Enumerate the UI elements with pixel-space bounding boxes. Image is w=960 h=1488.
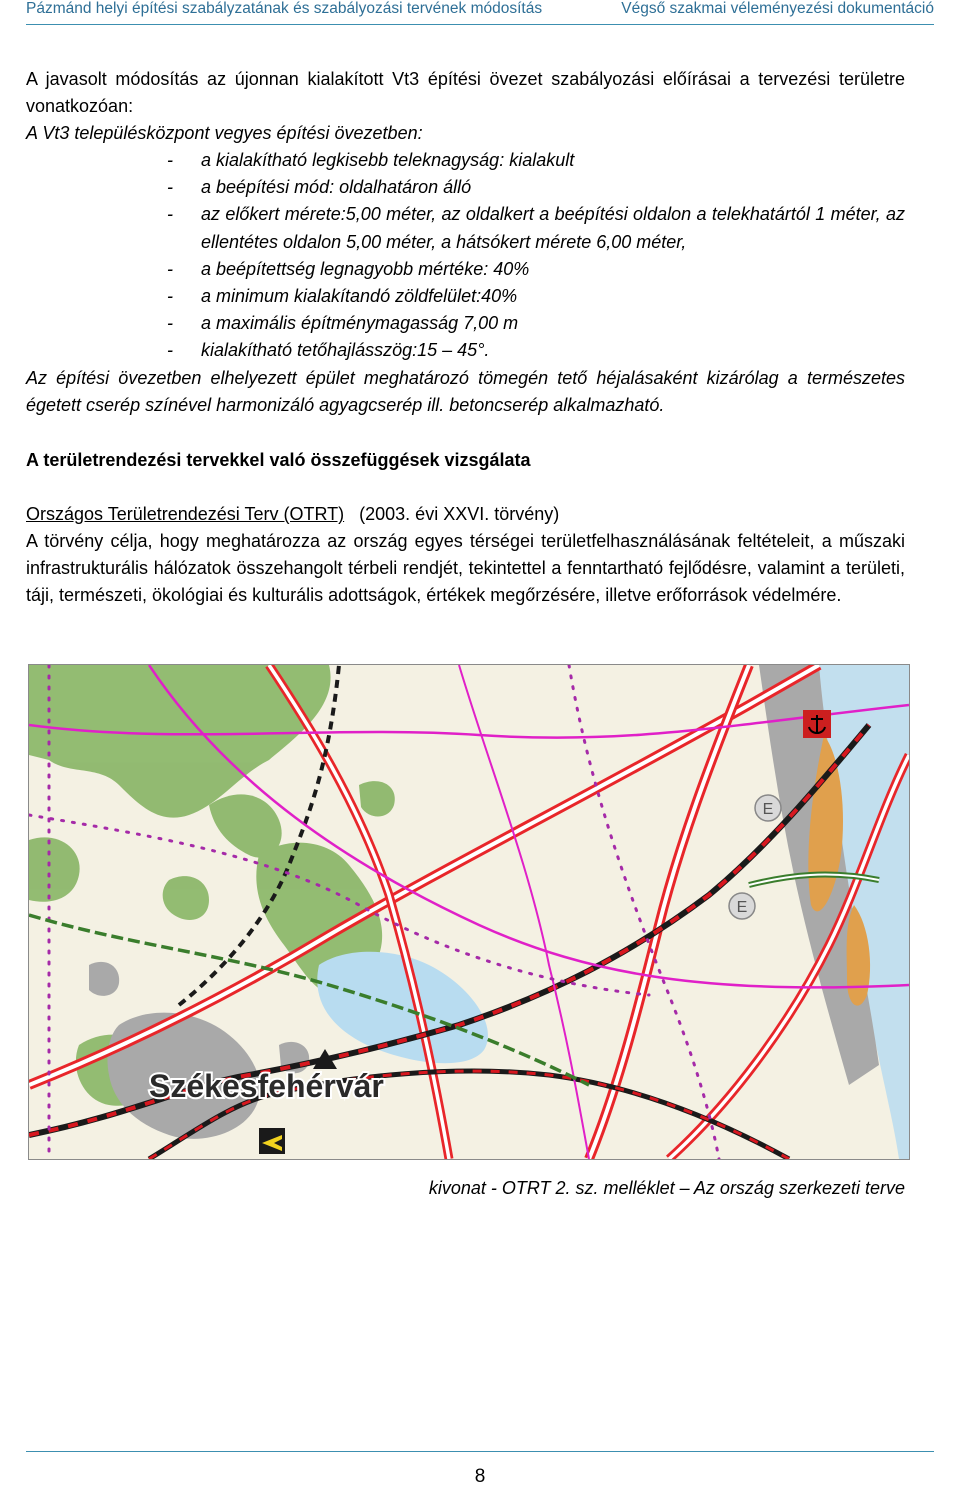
- otrt-body: A törvény célja, hogy meghatározza az ország egyes térségei területfelhasználásának feltételeit, a műszaki infrastrukturális hálózatok összehangolt térbeli rendjét, tekintettel a fenntartható fejlődésre, valamint a területi, táji, természeti, ökológiai és kulturális adottságok, értékek megőrzésére, illetve erőforrások védelmére.: [26, 531, 905, 606]
- structure-plan-map: [28, 664, 910, 1160]
- list-item: - a minimum kialakítandó zöldfelület:40%: [167, 286, 518, 307]
- list-item: - az előkert mérete:5,00 méter, az oldalkert a beépítési oldalon a telekhatártól 1 méter, az ellentétes oldalon 5,00 méter, a hátsókert mérete 6,00 méter,: [167, 204, 905, 252]
- anchor-icon: [803, 710, 831, 738]
- page-number: 8: [474, 1466, 486, 1487]
- section-heading: A területrendezési tervekkel való összefüggések vizsgálata: [26, 450, 531, 470]
- list-item: - a maximális építménymagasság 7,00 m: [167, 313, 519, 334]
- header-document-title: Pázmánd helyi építési szabályzatának és szabályozási tervének módosítás: [26, 0, 543, 17]
- list-item: - kialakítható tetőhajlásszög:15 – 45°.: [167, 340, 490, 361]
- list-item: - a beépítettség legnagyobb mértéke: 40%: [167, 258, 530, 279]
- page-header: [26, 0, 934, 25]
- rules-list: [26, 147, 905, 365]
- roof-covering-note: Az építési övezetben elhelyezett épület meghatározó tömegén tető héjalásaként kizárólag a természetes égetett cserép színével harmonizáló agyagcserép ill. betoncserép alkalmazható.: [26, 368, 905, 416]
- city-label: Székesfehérvár: [149, 1068, 384, 1104]
- otrt-title-line: [26, 501, 905, 528]
- list-item: - a kialakítható legkisebb teleknagyság: kialakult: [167, 150, 575, 170]
- map-caption: kivonat - OTRT 2. sz. melléklet – Az ország szerkezeti terve: [428, 1178, 905, 1198]
- energy-facility-label: E: [736, 899, 748, 916]
- otrt-title: Országos Területrendezési Terv (OTRT): [26, 504, 345, 524]
- header-document-type: Végső szakmai véleményezési dokumentáció: [621, 0, 934, 17]
- list-item: - a beépítési mód: oldalhatáron álló: [167, 177, 472, 198]
- otrt-law: (2003. évi XXVI. törvény): [359, 504, 560, 524]
- zone-title: A Vt3 településközpont vegyes építési övezetben:: [26, 123, 423, 143]
- intro-paragraph: A javasolt módosítás az újonnan kialakított Vt3 építési övezet szabályozási előírásai a tervezési területre vonatkozóan:: [26, 69, 905, 117]
- footer-rule: [26, 1451, 934, 1452]
- airport-icon: [259, 1128, 285, 1154]
- energy-facility-label: E: [762, 801, 774, 818]
